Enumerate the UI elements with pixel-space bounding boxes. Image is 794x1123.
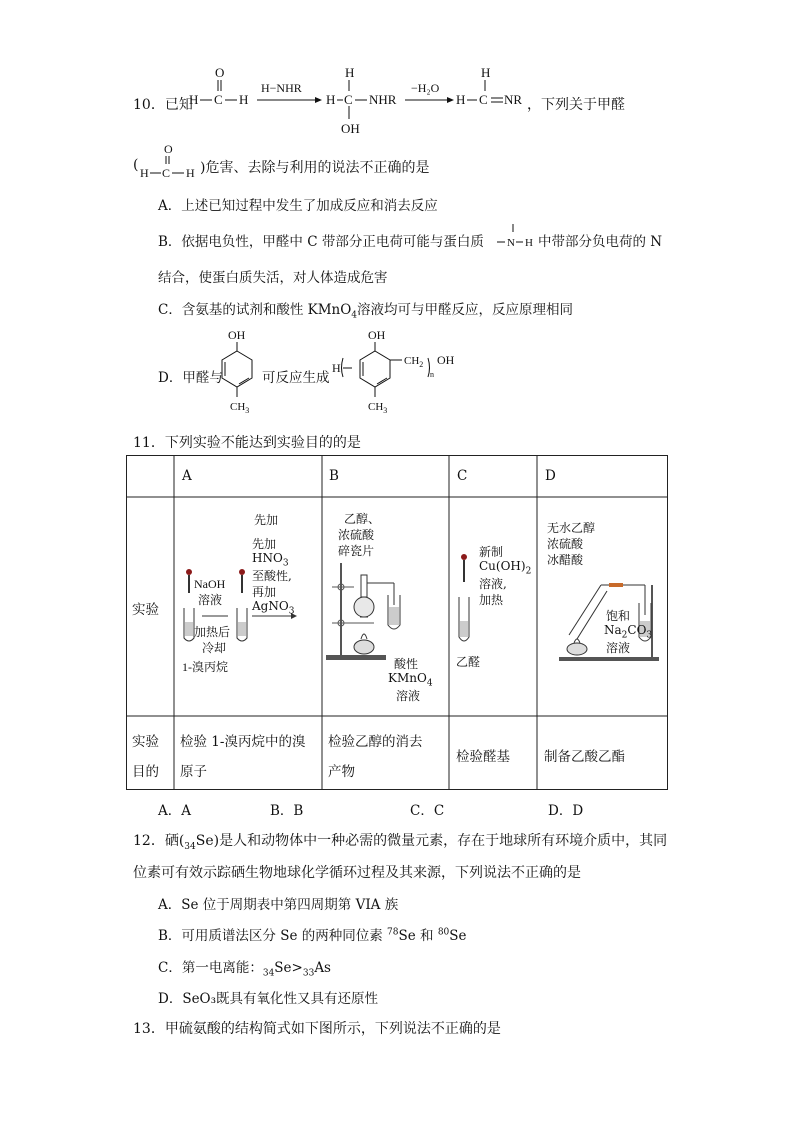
svg-text:H: H: [189, 92, 199, 107]
svg-text:C: C: [479, 92, 488, 107]
nh-group-structure: [495, 222, 539, 250]
svg-text:NHR: NHR: [369, 92, 397, 107]
a-label-hno3: $HNO_3$: [252, 551, 289, 569]
svg-text:C: C: [214, 92, 223, 107]
svg-text:OH: OH: [437, 353, 455, 367]
q12-stem-line2: 位素可有效示踪硒生物地球化学循环过程及其来源，下列说法不正确的是: [133, 865, 581, 881]
c-label-2: $Cu(OH)_2$: [479, 559, 532, 577]
row-label-purpose-2: 目的: [132, 764, 159, 780]
q12-option-b: B．可用质谱法区分 Se 的两种同位素 $^{78}$Se 和 $^{80}$Se: [158, 927, 467, 944]
q10-reaction-scheme: [185, 62, 525, 142]
apparatus-b-diagram: [324, 555, 448, 680]
q11-stem: 11．下列实验不能达到实验目的的是: [133, 435, 361, 451]
b-label-3: 碎瓷片: [338, 544, 375, 558]
purpose-d: 制备乙酸乙酯: [544, 749, 625, 765]
svg-text:溶液: 溶液: [198, 593, 223, 607]
svg-text:H: H: [345, 65, 355, 80]
q10-option-b-line2: 结合，使蛋白质失活，对人体造成危害: [158, 270, 388, 286]
purpose-b-line2: 产物: [328, 764, 355, 780]
svg-text:O: O: [215, 65, 225, 80]
svg-text:CH2: $CH_2$: [404, 355, 424, 369]
b-label-k3: 溶液: [396, 689, 421, 703]
header-c: C: [457, 468, 468, 484]
svg-text:C: C: [162, 166, 171, 180]
c-label-4: 加热: [479, 593, 504, 607]
header-a: A: [182, 468, 192, 484]
formaldehyde-structure: [136, 140, 202, 182]
apparatus-d-diagram: [539, 565, 667, 665]
q11-choice-a[interactable]: A．A: [158, 803, 191, 819]
svg-text:OH: OH: [228, 328, 246, 342]
q10-option-b-line1-end: 中带部分负电荷的 N: [538, 234, 663, 250]
apparatus-a-diagram: [176, 513, 321, 680]
d-label-1: 无水乙醇: [547, 521, 596, 535]
svg-text:C: C: [344, 92, 353, 107]
a-label-agno3: AgNO$_3$: [252, 599, 295, 617]
d-label-2: 浓硫酸: [547, 537, 584, 551]
purpose-b-line1: 检验乙醇的消去: [328, 734, 423, 750]
purpose-c: 检验醛基: [456, 749, 510, 765]
q10-open-paren: (: [133, 157, 139, 173]
q11-choice-d[interactable]: D．D: [548, 803, 584, 819]
a-label-again: 再加: [252, 585, 277, 599]
c-label-1: 新制: [479, 545, 504, 559]
svg-text:NR: NR: [504, 92, 523, 107]
svg-text:H: H: [140, 166, 149, 180]
q12-option-c: C．第一电离能：$_{34}Se>_{33}As$: [158, 960, 331, 979]
row-label-purpose-1: 实验: [132, 734, 159, 750]
svg-text:OH: OH: [341, 121, 360, 136]
svg-text:H: H: [525, 237, 533, 249]
phenolic-resin-structure: [330, 325, 470, 415]
svg-text:H: H: [239, 92, 249, 107]
purpose-a-line1: 检验 1-溴丙烷中的溴: [180, 734, 306, 750]
b-label-2: 浓硫酸: [338, 528, 375, 542]
b-label-1: 乙醇、: [344, 512, 381, 526]
q10-tail: ，下列关于甲醛: [527, 97, 625, 113]
header-b: B: [329, 468, 339, 484]
svg-text:冷却: 冷却: [202, 641, 227, 655]
c-label-3: 溶液,: [479, 577, 507, 591]
svg-text:CH3: $CH_3$: [368, 401, 388, 415]
q11-table: [126, 455, 668, 790]
q10-option-d-a: D．甲醛与: [158, 370, 223, 386]
svg-text:NaOH: NaOH: [194, 577, 226, 591]
d-label-3: 冰醋酸: [547, 553, 584, 567]
svg-text:OH: OH: [368, 328, 386, 342]
svg-text:加热后: 加热后: [194, 625, 231, 639]
q13-stem: 13．甲硫氨酸的结构简式如下图所示，下列说法不正确的是: [133, 1021, 501, 1037]
q11-choice-c[interactable]: C．C: [410, 803, 445, 819]
purpose-a-line2: 原子: [180, 764, 207, 780]
q10-number: 10．已知: [133, 97, 193, 113]
svg-text:H: H: [332, 361, 341, 375]
q12-option-a: A．Se 位于周期表中第四周期第 VIA 族: [158, 897, 399, 913]
d-label-4: 饱和: [606, 609, 631, 623]
c-label-5: 乙醛: [456, 655, 481, 669]
svg-text:n: n: [430, 370, 434, 379]
d-label-6: 溶液: [606, 641, 631, 655]
svg-text:先加: 先加: [254, 513, 279, 527]
b-label-k2: KMnO$_4$: [388, 671, 433, 689]
q10-reagent-1: H−NHR: [261, 81, 302, 95]
p-cresol-structure: [210, 325, 260, 415]
svg-text:H: H: [481, 65, 491, 80]
svg-text:H: H: [456, 92, 466, 107]
q10-option-b-line1: B．依据电负性，甲醛中 C 带部分正电荷可能与蛋白质: [158, 234, 484, 250]
row-label-experiment: 实验: [132, 602, 159, 618]
svg-text:N: N: [507, 237, 515, 249]
q10-option-a: A．上述已知过程中发生了加成反应和消去反应: [158, 198, 438, 214]
header-d: D: [545, 468, 556, 484]
q12-stem-line1: 12．硒$(_{34}Se)$是人和动物体中一种必需的微量元素，存在于地球所有环境介质中，其同: [133, 833, 668, 852]
svg-text:CH3: $CH_3$: [230, 401, 250, 415]
svg-text:H: H: [186, 166, 195, 180]
q10-reagent-2: −H₂O: [411, 81, 440, 95]
svg-text:1-溴丙烷: 1-溴丙烷: [182, 660, 228, 674]
q10-stem-line2: )危害、去除与利用的说法不正确的是: [200, 160, 430, 176]
q11-choice-b[interactable]: B．B: [270, 803, 304, 819]
a-label-first: 先加: [252, 537, 277, 551]
svg-text:H: H: [326, 92, 336, 107]
a-label-acid: 至酸性,: [252, 569, 292, 583]
q10-option-c: C．含氨基的试剂和酸性 KMnO$_4$溶液均可与甲醛反应，反应原理相同: [158, 302, 574, 321]
b-label-k1: 酸性: [394, 657, 419, 671]
d-label-5: $Na_2CO_3$: [604, 623, 653, 641]
q10-option-d-b: 可反应生成: [262, 370, 330, 386]
svg-text:O: O: [164, 142, 173, 156]
q12-option-d: D．SeO₃既具有氧化性又具有还原性: [158, 991, 379, 1007]
